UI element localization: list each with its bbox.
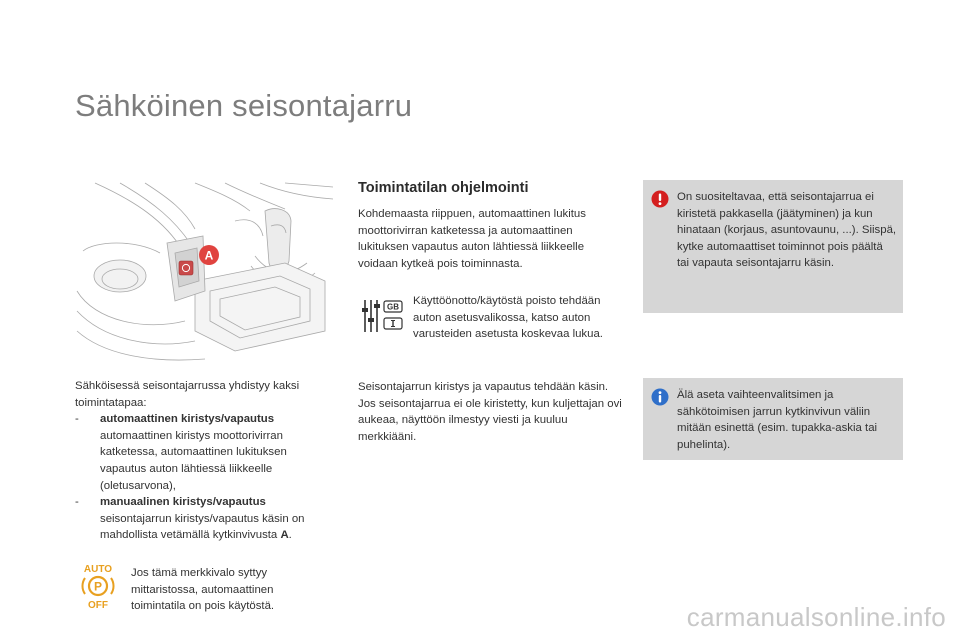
settings-gb-icon — [361, 298, 405, 334]
intro-text: Sähköisessä seisontajarrussa yhdistyy kaksi toimintatapaa: — [75, 380, 300, 409]
svg-text:OFF: OFF — [88, 600, 108, 610]
mode-term: manuaalinen kiristys/vapautus — [100, 496, 266, 509]
list-item — [75, 494, 335, 544]
info-text: Älä aseta vaihteenvalitsimen ja sähkötoimisen jarrun kytkinvivun väliin mitään esinettä (esim. tupakka-askia tai puhelinta). — [677, 389, 878, 451]
console-illustration — [75, 181, 335, 365]
watermark: carmanualsonline.info — [686, 602, 946, 632]
section-heading: Toimintatilan ohjelmointi — [358, 180, 529, 196]
lever-ref: A — [280, 529, 289, 542]
auto-off-text: Jos tämä merkkivalo syttyy mittaristossa, automaattinen toimintatila on pois käytöstä. — [131, 567, 275, 613]
mode-description: automaattinen kiristys moottorivirran katketessa, automaattinen lukituksen vapautus auton lähtiessä liikkeelle (oletusarvona), — [100, 429, 287, 492]
intro-block — [75, 378, 335, 544]
info-box — [643, 378, 903, 460]
warning-icon — [651, 190, 669, 208]
marker-a: A — [204, 248, 214, 263]
mode-description — [100, 511, 335, 544]
paragraph: Seisontajarrun kiristys ja vapautus tehdään käsin. Jos seisontajarrua ei ole kiristetty, kun kuljettajan ovi aukeaa, näyttöön ilmestyy viesti ja kuuluu merkkiääni. — [358, 381, 622, 443]
svg-text:P: P — [93, 579, 103, 594]
warning-text: On suositeltavaa, että seisontajarrua ei kiristetä pakkasella (jäätyminen) ja kun hinataan (korjaus, asuntovaunu, ...). Siispä, kytke automaattiset toiminnot pois päältä tai vapauta seisontajarru käsin. — [677, 191, 897, 270]
mode-description-end: . — [288, 529, 292, 542]
info-icon — [651, 388, 669, 406]
svg-text:GB: GB — [387, 302, 399, 312]
list-dash: - — [75, 413, 79, 426]
list-dash: - — [75, 496, 79, 509]
mode-term: automaattinen kiristys/vapautus — [100, 413, 275, 426]
auto-p-off-warning-icon — [78, 562, 118, 610]
list-item — [75, 411, 335, 494]
mode-description-text: seisontajarrun kiristys/vapautus käsin on mahdollista vetämällä kytkinvivusta — [100, 512, 305, 542]
svg-text:AUTO: AUTO — [83, 564, 113, 575]
paragraph: Kohdemaasta riippuen, automaattinen lukitus moottorivirran katketessa ja automaattinen lukituksen vapautus auton lähtiessä liikkeelle voidaan kytkeä pois toiminnasta. — [358, 208, 586, 270]
config-text: Käyttöönotto/käytöstä poisto tehdään auton asetusvalikossa, katso auton varusteiden asetusta koskevaa lukua. — [413, 295, 603, 341]
page-title: Sähköinen seisontajarru — [75, 88, 413, 123]
warning-box — [643, 180, 903, 313]
